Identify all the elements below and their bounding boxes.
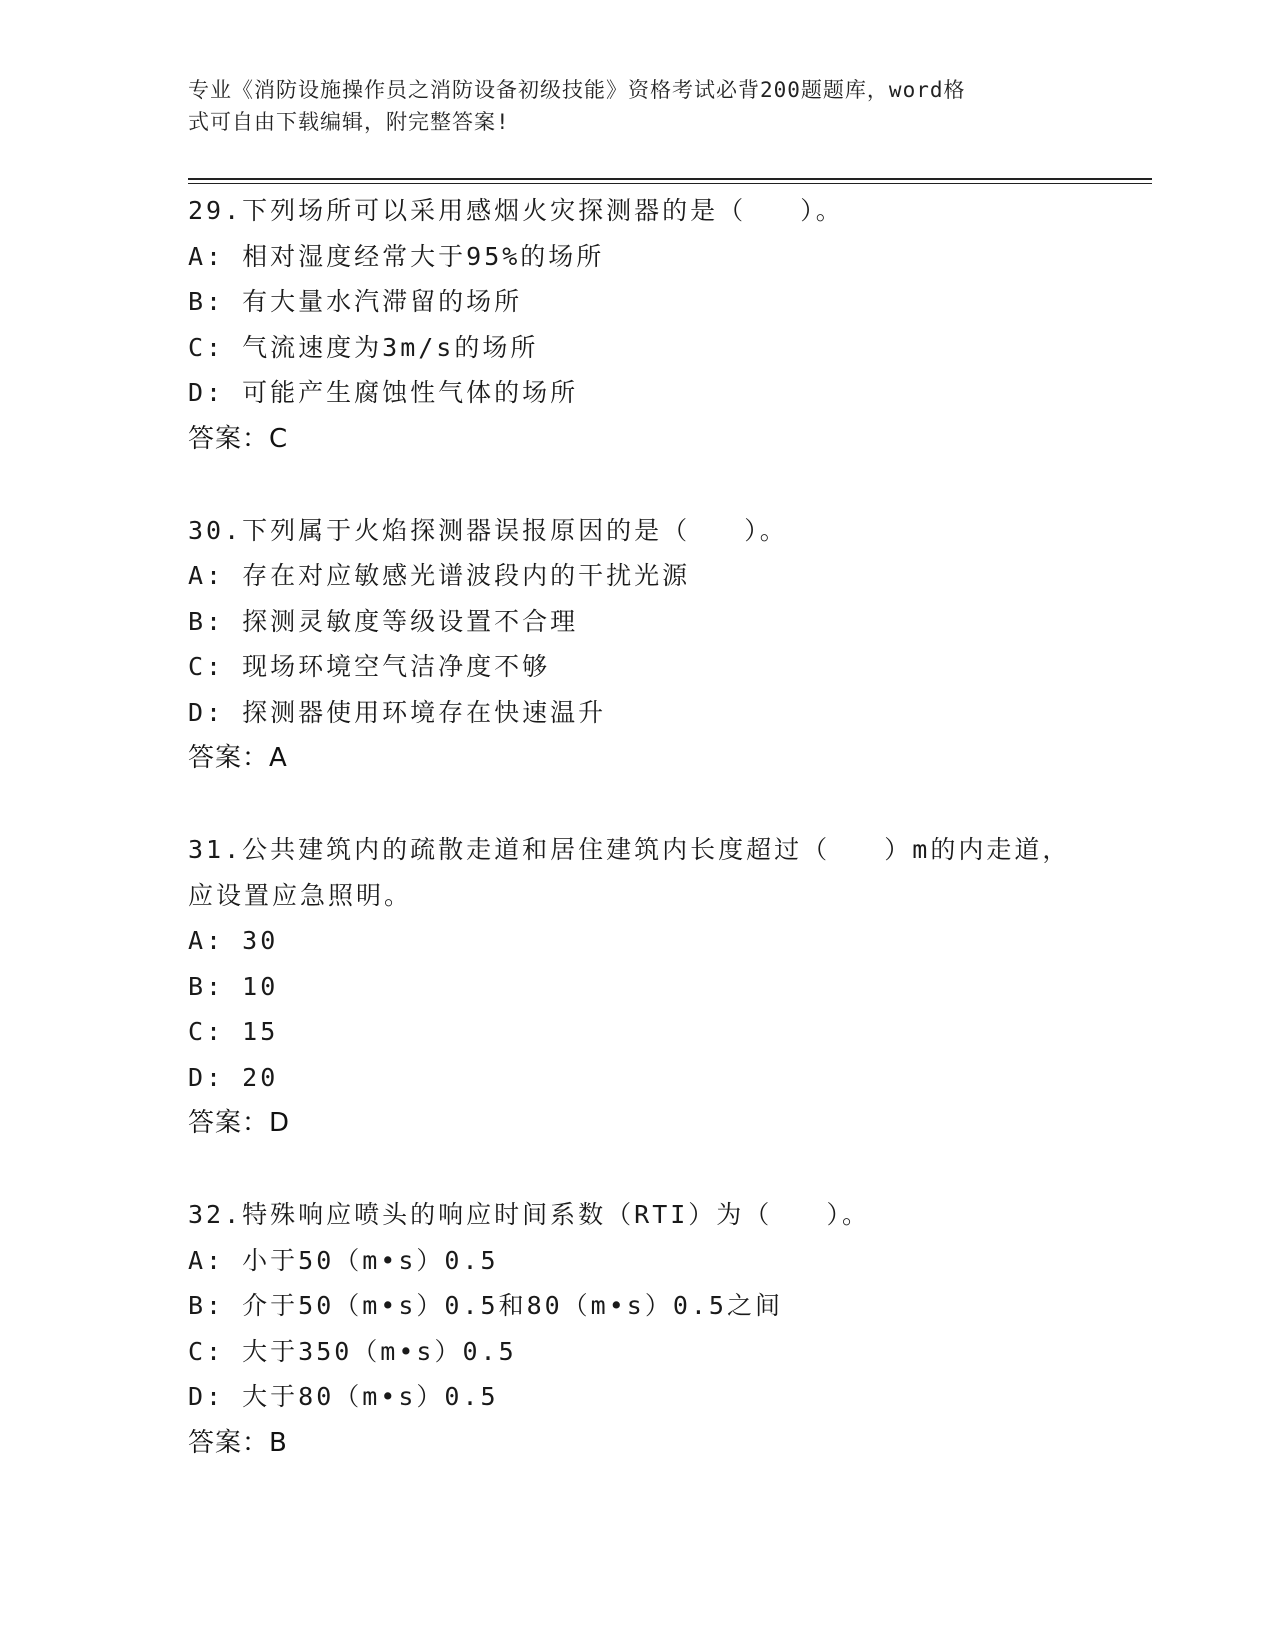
option-c: C: 气流速度为3m/s的场所 [188, 332, 539, 362]
question-stem: 30.下列属于火焰探测器误报原因的是（ ）。 [188, 515, 788, 545]
option-d: D: 可能产生腐蚀性气体的场所 [188, 378, 579, 407]
header-line-2: 式可自由下载编辑，附完整答案! [188, 110, 510, 134]
option-c: C: 现场环境空气洁净度不够 [188, 652, 551, 681]
option-b: B: 10 [188, 971, 279, 1001]
option-d: D: 20 [188, 1062, 279, 1092]
answer-label: 答案：B [188, 1427, 288, 1458]
question-stem: 29.下列场所可以采用感烟火灾探测器的是（ ）。 [188, 196, 844, 225]
header-divider-thick [188, 178, 1152, 180]
option-b: B: 探测灵敏度等级设置不合理 [188, 606, 579, 636]
question-30 [188, 508, 1088, 782]
document-header [188, 74, 1068, 138]
option-a: A: 存在对应敏感光谱波段内的干扰光源 [188, 561, 691, 590]
option-a: A: 相对湿度经常大于95%的场所 [188, 241, 605, 271]
option-d: D: 探测器使用环境存在快速温升 [188, 697, 607, 727]
question-stem: 32.特殊响应喷头的响应时间系数（RTI）为（ ）。 [188, 1200, 870, 1229]
question-list [188, 188, 1088, 1512]
question-stem-continued: 应设置应急照明。 [188, 880, 413, 910]
question-31 [188, 827, 1088, 1146]
answer-label: 答案：A [188, 743, 288, 773]
option-a: A: 30 [188, 926, 279, 955]
question-29 [188, 188, 1088, 462]
option-d: D: 大于80（m•s）0.5 [188, 1382, 499, 1411]
option-c: C: 大于350（m•s）0.5 [188, 1336, 517, 1366]
option-b: B: 有大量水汽滞留的场所 [188, 287, 523, 316]
header-line-1: 专业《消防设施操作员之消防设备初级技能》资格考试必背200题题库，word格 [188, 78, 966, 102]
option-b: B: 介于50（m•s）0.5和80（m•s）0.5之间 [188, 1291, 783, 1320]
option-a: A: 小于50（m•s）0.5 [188, 1245, 499, 1275]
answer-label: 答案：C [188, 423, 289, 454]
question-stem: 31.公共建筑内的疏散走道和居住建筑内长度超过（ ）m的内走道， [188, 835, 1071, 864]
answer-label: 答案：D [188, 1108, 291, 1138]
question-32 [188, 1192, 1088, 1466]
option-c: C: 15 [188, 1017, 279, 1046]
header-divider-thin [188, 183, 1152, 184]
